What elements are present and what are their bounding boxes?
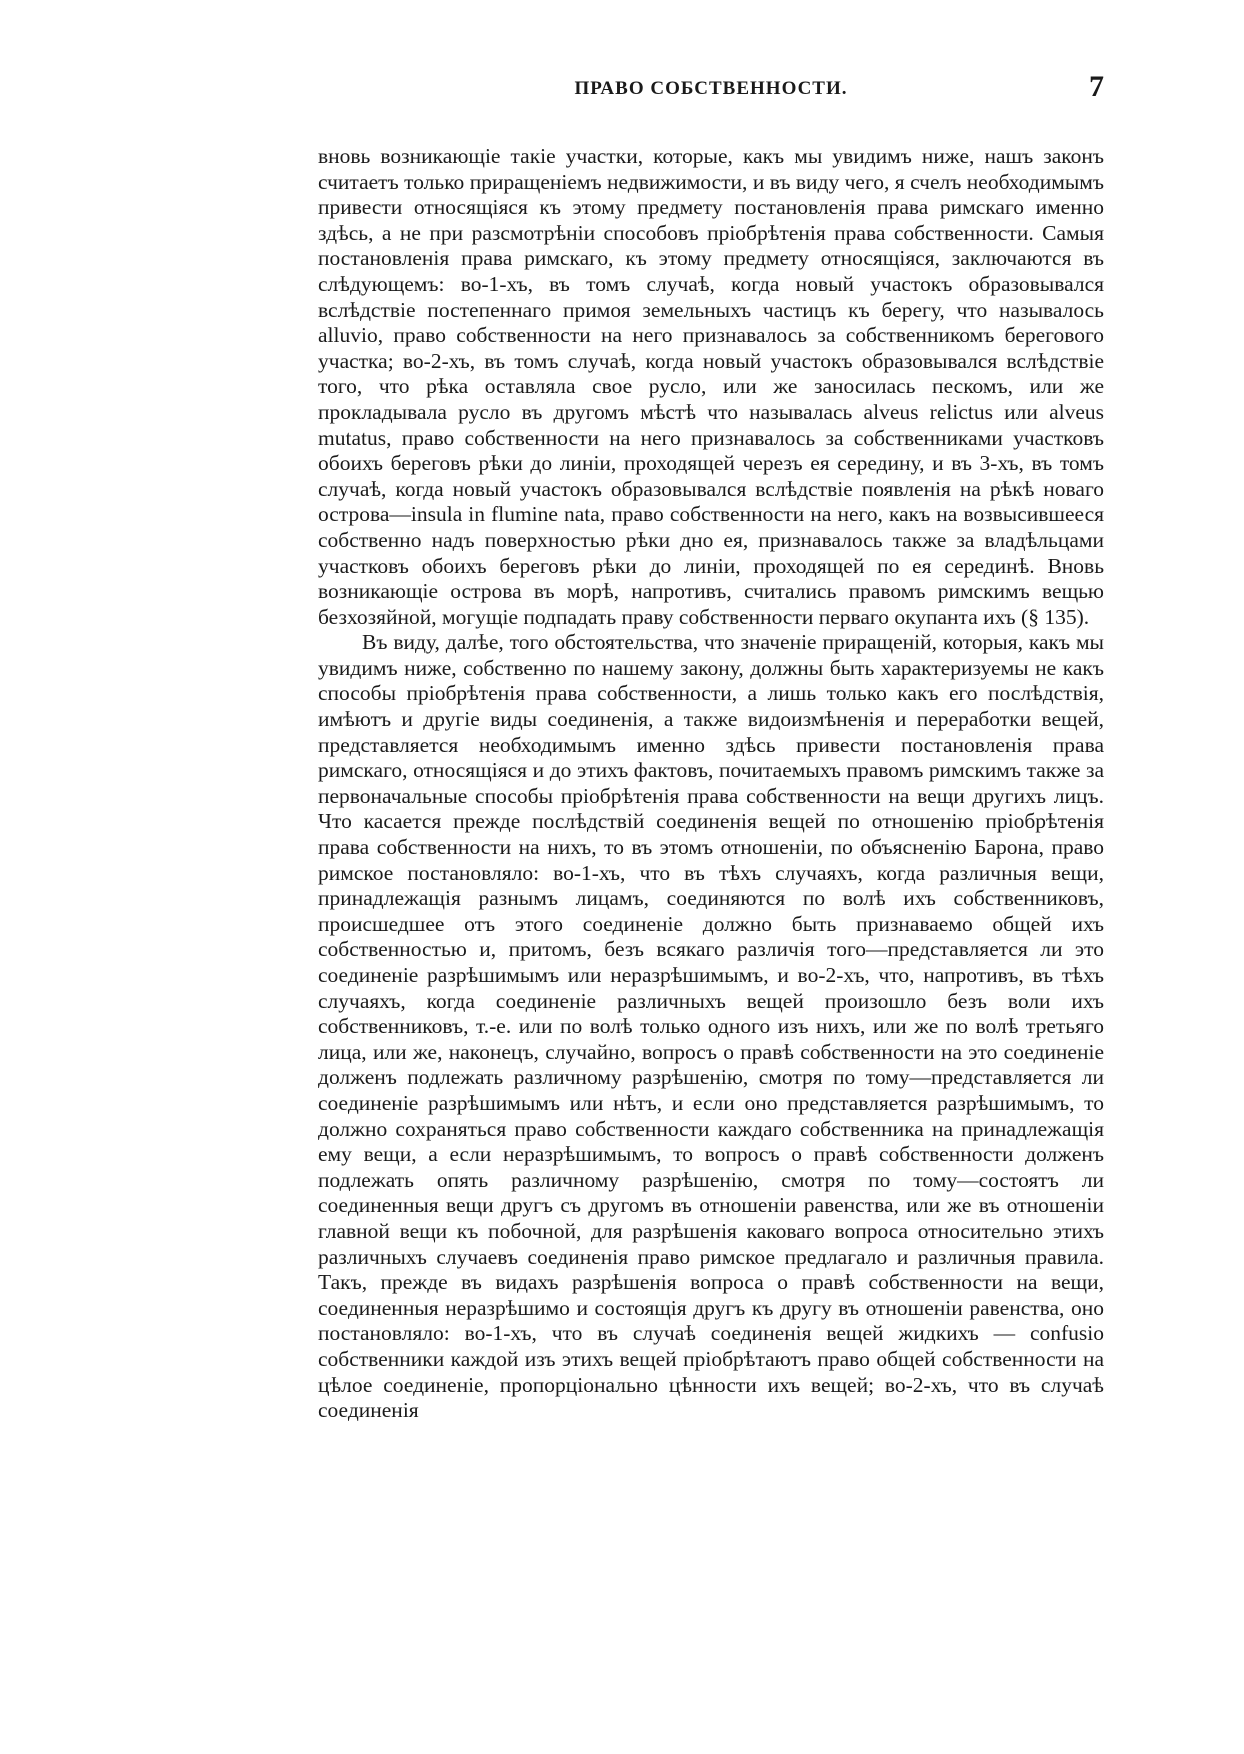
running-head: [318, 70, 1104, 114]
paragraph: Въ виду, далѣе, того обстоятельства, что значеніе приращеній, которыя, какъ мы увидимъ ниже, собственно по нашему закону, должны быть характеризуемы не какъ способы пріобрѣтенія права собственности, а лишь только какъ его послѣдствія, имѣютъ и другіе виды соединенія, а также видоизмѣненія и переработки вещей, представляется необходимымъ именно здѣсь привести постановленія права римскаго, относящіяся и до этихъ фактовъ, почитаемыхъ правомъ римскимъ также за первоначальные способы пріобрѣтенія права собственности на вещи другихъ лицъ. Что касается прежде послѣдствій соединенія вещей по отношенію пріобрѣтенія права собственности на нихъ, то въ этомъ отношеніи, по объясненію Барона, право римское постановляло: во-1-хъ, что въ тѣхъ случаяхъ, когда различныя вещи, принадлежащія разнымъ лицамъ, соединяются по волѣ ихъ собственниковъ, происшедшее отъ этого соединеніе должно быть признаваемо общей ихъ собственностью и, притомъ, безъ всякаго различія того—представляется ли это соединеніе разрѣшимымъ или неразрѣшимымъ, и во-2-хъ, что, напротивъ, въ тѣхъ случаяхъ, когда соединеніе различныхъ вещей произошло безъ воли ихъ собственниковъ, т.-е. или по волѣ только одного изъ нихъ, или же по волѣ третьяго лица, или же, наконецъ, случайно, вопросъ о правѣ собственности на это соединеніе долженъ подлежать различному разрѣшенію, смотря по тому—представляется ли соединеніе разрѣшимымъ или нѣтъ, и если оно представляется разрѣшимымъ, то должно сохраняться право собственности каждаго собственника на принадлежащія ему вещи, а если неразрѣшимымъ, то вопросъ о правѣ собственности долженъ подлежать опять различному разрѣшенію, смотря по тому—состоятъ ли соединенныя вещи другъ съ другомъ въ отношеніи равенства, или же въ отношеніи главной вещи къ побочной, для разрѣшенія каковаго вопроса относительно этихъ различныхъ случаевъ соединенія право римское предлагало и различныя правила. Такъ, прежде въ видахъ разрѣшенія вопроса о правѣ собственности на вещи, соединенныя неразрѣшимо и состоящія другъ къ другу въ отношеніи равенства, оно постановляло: во-1-хъ, что въ случаѣ соединенія вещей жидкихъ — confusio собственники каждой изъ этихъ вещей пріобрѣтаютъ право общей собственности на цѣлое соединеніе, пропорціонально цѣнности ихъ вещей; во-2-хъ, что въ случаѣ соединенія: [318, 630, 1104, 1423]
book-page: [318, 70, 1104, 1674]
page-number: 7: [1089, 70, 1104, 103]
running-title: ПРАВО СОБСТВЕННОСТИ.: [574, 78, 848, 99]
paragraph: вновь возникающіе такіе участки, которые, какъ мы увидимъ ниже, нашъ законъ считаетъ только приращеніемъ недвижимости, и въ виду чего, я счелъ необходимымъ привести относящіяся къ этому предмету постановленія права римскаго именно здѣсь, а не при разсмотрѣніи способовъ пріобрѣтенія права собственности. Самыя постановленія права римскаго, къ этому предмету относящіяся, заключаются въ слѣдующемъ: во-1-хъ, въ томъ случаѣ, когда новый участокъ образовывался вслѣдствіе постепеннаго примоя земельныхъ частицъ къ берегу, что называлось alluvio, право собственности на него признавалось за собственникомъ берегового участка; во-2-хъ, въ томъ случаѣ, когда новый участокъ образовывался вслѣдствіе того, что рѣка оставляла свое русло, или же заносилась пескомъ, или же прокладывала русло въ другомъ мѣстѣ что называлась alveus relictus или alveus mutatus, право собственности на него признавалось за собственниками участковъ обоихъ береговъ рѣки до линіи, проходящей черезъ ея середину, и въ 3-хъ, въ томъ случаѣ, когда новый участокъ образовывался вслѣдствіе появленія на рѣкѣ новаго острова—insula in flumine nata, право собственности на него, какъ на возвысившееся собственно надъ поверхностью рѣки дно ея, признавалось также за владѣльцами участковъ обоихъ береговъ рѣки до линіи, проходящей по ея серединѣ. Вновь возникающіе острова въ морѣ, напротивъ, считались правомъ римскимъ вещью безхозяйной, могущіе подпадать праву собственности перваго окупанта ихъ (§ 135).: [318, 144, 1104, 629]
body-text: [318, 144, 1104, 1424]
